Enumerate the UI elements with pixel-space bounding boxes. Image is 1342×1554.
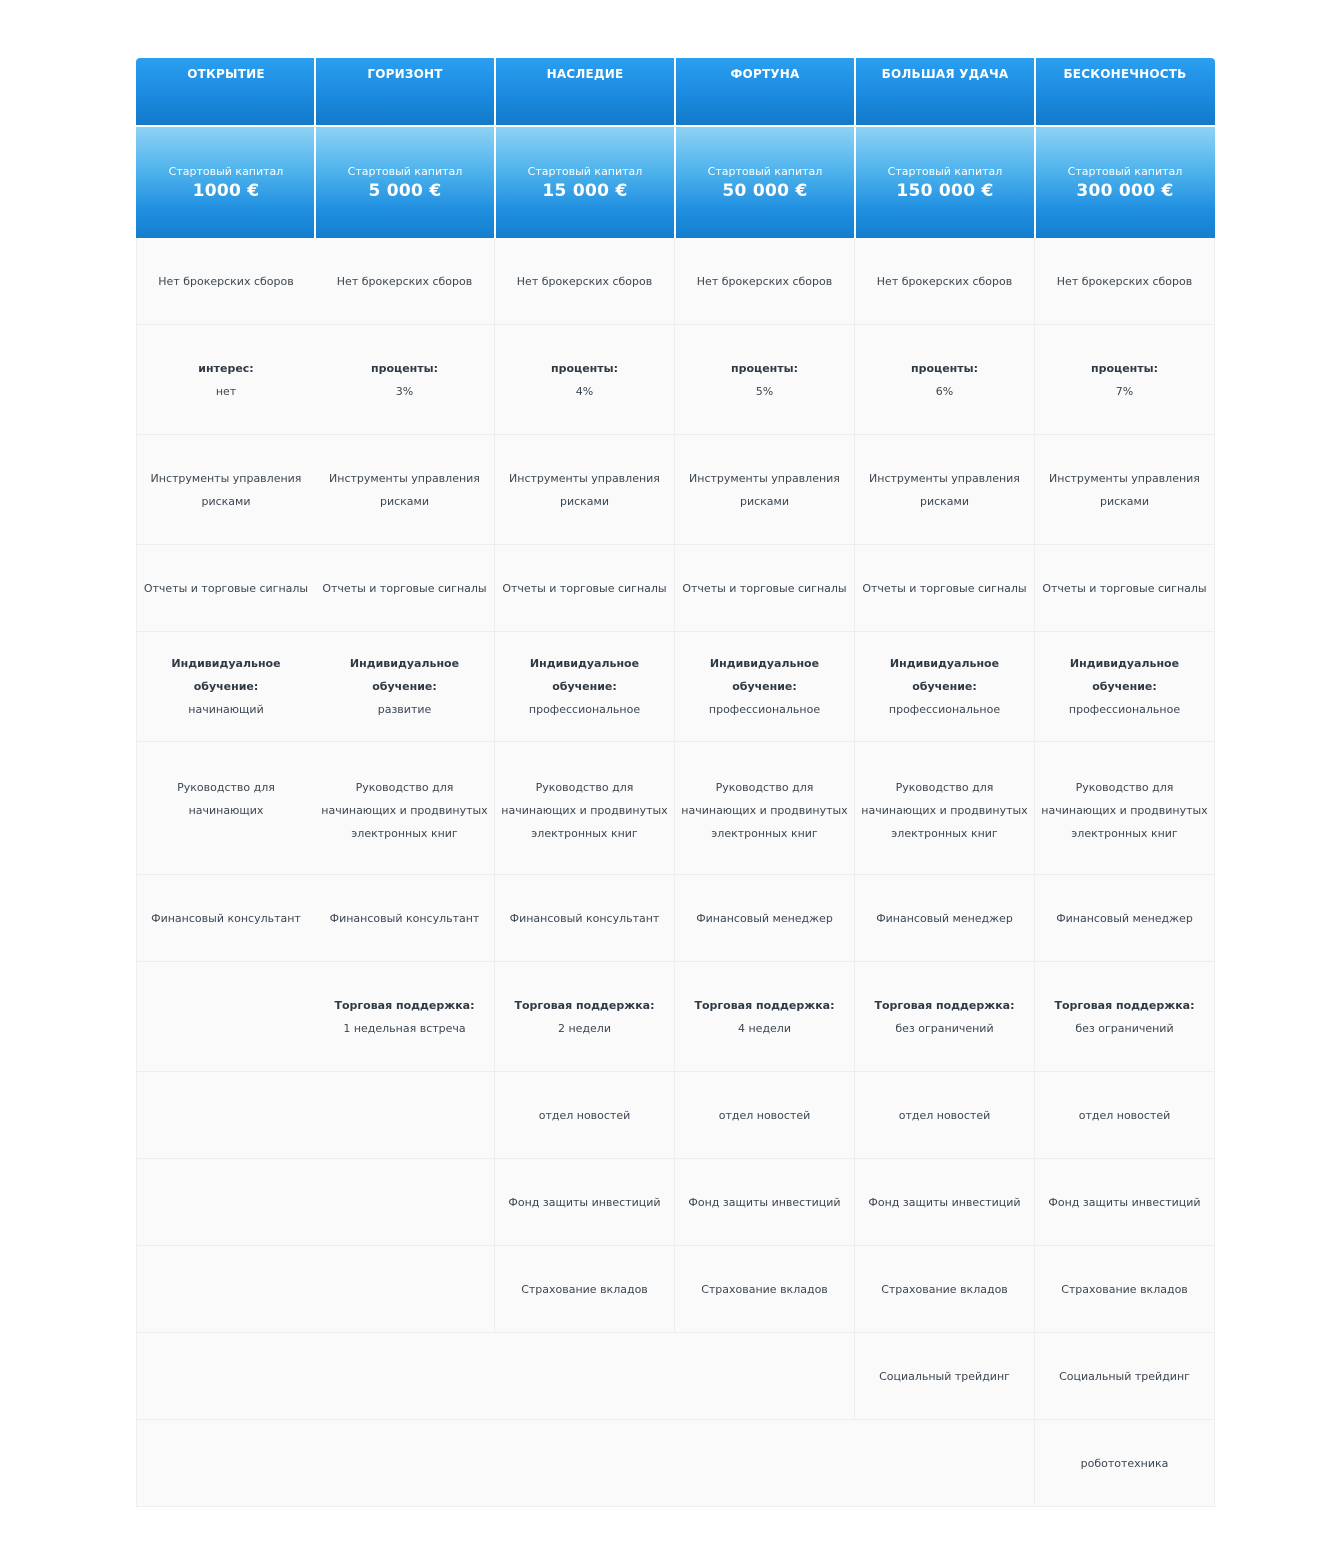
plan-header (495, 58, 675, 126)
feature-training (495, 632, 675, 742)
pricing-table (136, 58, 1216, 1508)
guide-text: Руководство для начинающих и продвинутых электронных книг (861, 781, 1028, 840)
feature-interest (315, 325, 495, 435)
starting-capital (495, 126, 675, 238)
feature-reports (136, 545, 316, 632)
capital-label: Стартовый капитал (1067, 165, 1183, 178)
reports-text: Отчеты и торговые сигналы (1042, 581, 1207, 595)
guide-text: Руководство для начинающих (177, 781, 275, 817)
feature-consultant (315, 875, 495, 962)
starting-capital (1035, 126, 1215, 238)
risk-tools-text: Инструменты управления рисками (329, 471, 480, 508)
feature-consultant (1035, 875, 1215, 962)
support-label: Торговая поддержка: (694, 998, 835, 1012)
feature-guide (855, 742, 1035, 875)
feature-interest (136, 325, 316, 435)
feature-social (855, 1333, 1035, 1420)
plan-header (1035, 58, 1215, 126)
plan-header (136, 58, 316, 126)
feature-training (136, 632, 316, 742)
column-divider (674, 58, 676, 238)
feature-guide (315, 742, 495, 875)
robotics-text: робототехника (1080, 1456, 1169, 1470)
consultant-text: Финансовый консультант (151, 911, 301, 925)
feature-robotics (1035, 1420, 1215, 1507)
column-divider (314, 58, 316, 238)
feature-risk-tools (855, 435, 1035, 545)
training-label: Индивидуальное обучение: (889, 657, 1000, 693)
capital-label: Стартовый капитал (168, 165, 284, 178)
training-label: Индивидуальное обучение: (171, 657, 281, 693)
interest-label: проценты: (371, 361, 438, 375)
risk-tools-text: Инструменты управления рисками (1049, 471, 1200, 508)
feature-reports (1035, 545, 1215, 632)
feature-support (855, 962, 1035, 1072)
feature-support (675, 962, 855, 1072)
capital-value: 150 000 € (896, 181, 994, 201)
feature-support (495, 962, 675, 1072)
feature-interest (855, 325, 1035, 435)
empty-cell (136, 1420, 1035, 1507)
capital-value: 1000 € (192, 181, 260, 201)
interest-label: проценты: (731, 361, 798, 375)
training-value: развитие (377, 703, 432, 716)
fees-text: Нет брокерских сборов (516, 274, 653, 288)
plan-header (315, 58, 495, 126)
training-label: Индивидуальное обучение: (529, 657, 640, 693)
news-text: отдел новостей (718, 1108, 811, 1122)
interest-label: проценты: (551, 361, 618, 375)
protection-text: Фонд защиты инвестиций (688, 1195, 841, 1209)
starting-capital (855, 126, 1035, 238)
interest-value: нет (215, 384, 237, 398)
feature-consultant (495, 875, 675, 962)
capital-label: Стартовый капитал (887, 165, 1003, 178)
feature-protection (1035, 1159, 1215, 1246)
feature-reports (675, 545, 855, 632)
feature-interest (1035, 325, 1215, 435)
feature-risk-tools (315, 435, 495, 545)
consultant-text: Финансовый консультант (329, 911, 480, 925)
feature-insurance (495, 1246, 675, 1333)
column-divider (1034, 58, 1036, 238)
support-value: без ограничений (895, 1021, 994, 1035)
protection-text: Фонд защиты инвестиций (868, 1195, 1021, 1209)
feature-reports (315, 545, 495, 632)
feature-support (1035, 962, 1215, 1072)
support-value: 4 недели (737, 1021, 791, 1035)
social-text: Социальный трейдинг (1059, 1369, 1190, 1383)
capital-value: 300 000 € (1076, 181, 1174, 201)
consultant-text: Финансовый менеджер (696, 911, 833, 925)
feature-training (1035, 632, 1215, 742)
feature-interest (675, 325, 855, 435)
plan-name: ОТКРЫТИЕ (187, 67, 265, 81)
fees-text: Нет брокерских сборов (876, 274, 1013, 288)
feature-guide (495, 742, 675, 875)
news-text: отдел новостей (1078, 1108, 1171, 1122)
starting-capital (675, 126, 855, 238)
risk-tools-text: Инструменты управления рисками (509, 471, 660, 508)
capital-label: Стартовый капитал (527, 165, 643, 178)
interest-value: 5% (755, 384, 774, 398)
support-value: 2 недели (557, 1021, 611, 1035)
insurance-text: Страхование вкладов (701, 1282, 828, 1296)
guide-text: Руководство для начинающих и продвинутых электронных книг (681, 781, 848, 840)
interest-value: 3% (395, 384, 414, 398)
reports-text: Отчеты и торговые сигналы (682, 581, 847, 595)
feature-insurance (1035, 1246, 1215, 1333)
empty-cell (136, 1159, 495, 1246)
capital-value: 15 000 € (542, 181, 628, 201)
column-divider (494, 58, 496, 238)
starting-capital (315, 126, 495, 238)
reports-text: Отчеты и торговые сигналы (862, 581, 1027, 595)
feature-interest (495, 325, 675, 435)
empty-cell (136, 1246, 495, 1333)
consultant-text: Финансовый менеджер (1056, 911, 1193, 925)
interest-label: интерес: (198, 361, 254, 375)
training-label: Индивидуальное обучение: (349, 657, 460, 693)
insurance-text: Страхование вкладов (1061, 1282, 1188, 1296)
feature-fees (855, 238, 1035, 325)
feature-consultant (675, 875, 855, 962)
fees-text: Нет брокерских сборов (1056, 274, 1193, 288)
feature-support (315, 962, 495, 1072)
support-value: без ограничений (1075, 1021, 1174, 1035)
row-divider (136, 125, 1216, 127)
protection-text: Фонд защиты инвестиций (508, 1195, 661, 1209)
empty-cell (136, 962, 316, 1072)
capital-label: Стартовый капитал (347, 165, 463, 178)
interest-value: 7% (1115, 384, 1134, 398)
plan-name: ГОРИЗОНТ (367, 67, 443, 81)
feature-fees (675, 238, 855, 325)
reports-text: Отчеты и торговые сигналы (322, 581, 487, 595)
insurance-text: Страхование вкладов (521, 1282, 648, 1296)
feature-protection (495, 1159, 675, 1246)
plan-name: НАСЛЕДИЕ (546, 67, 624, 81)
feature-insurance (675, 1246, 855, 1333)
feature-reports (495, 545, 675, 632)
training-value: профессиональное (1068, 703, 1181, 716)
risk-tools-text: Инструменты управления рисками (150, 471, 302, 508)
feature-risk-tools (675, 435, 855, 545)
starting-capital (136, 126, 316, 238)
feature-news (675, 1072, 855, 1159)
interest-label: проценты: (1091, 361, 1158, 375)
support-label: Торговая поддержка: (334, 998, 475, 1012)
training-value: профессиональное (528, 703, 641, 716)
feature-fees (495, 238, 675, 325)
guide-text: Руководство для начинающих и продвинутых электронных книг (501, 781, 668, 840)
plan-header (855, 58, 1035, 126)
feature-fees (136, 238, 316, 325)
guide-text: Руководство для начинающих и продвинутых электронных книг (1041, 781, 1208, 840)
support-value: 1 недельная встреча (343, 1021, 466, 1035)
support-label: Торговая поддержка: (1054, 998, 1195, 1012)
training-value: профессиональное (708, 703, 821, 716)
training-label: Индивидуальное обучение: (1069, 657, 1180, 693)
feature-training (315, 632, 495, 742)
training-value: начинающий (188, 703, 264, 716)
feature-fees (1035, 238, 1215, 325)
feature-risk-tools (495, 435, 675, 545)
feature-insurance (855, 1246, 1035, 1333)
feature-reports (855, 545, 1035, 632)
feature-protection (855, 1159, 1035, 1246)
feature-guide (136, 742, 316, 875)
feature-fees (315, 238, 495, 325)
feature-news (855, 1072, 1035, 1159)
feature-consultant (136, 875, 316, 962)
news-text: отдел новостей (898, 1108, 991, 1122)
feature-risk-tools (1035, 435, 1215, 545)
training-value: профессиональное (888, 703, 1001, 716)
reports-text: Отчеты и торговые сигналы (143, 581, 309, 595)
column-divider (854, 58, 856, 238)
feature-guide (1035, 742, 1215, 875)
support-label: Торговая поддержка: (514, 998, 655, 1012)
news-text: отдел новостей (538, 1108, 631, 1122)
capital-value: 5 000 € (368, 181, 442, 201)
protection-text: Фонд защиты инвестиций (1048, 1195, 1201, 1209)
support-label: Торговая поддержка: (874, 998, 1015, 1012)
empty-cell (136, 1333, 855, 1420)
feature-news (1035, 1072, 1215, 1159)
risk-tools-text: Инструменты управления рисками (689, 471, 840, 508)
feature-guide (675, 742, 855, 875)
interest-value: 6% (935, 384, 954, 398)
consultant-text: Финансовый менеджер (876, 911, 1013, 925)
risk-tools-text: Инструменты управления рисками (869, 471, 1020, 508)
consultant-text: Финансовый консультант (509, 911, 660, 925)
interest-value: 4% (575, 384, 594, 398)
empty-cell (136, 1072, 495, 1159)
plan-name: ФОРТУНА (730, 67, 800, 81)
feature-training (855, 632, 1035, 742)
feature-protection (675, 1159, 855, 1246)
interest-label: проценты: (911, 361, 978, 375)
social-text: Социальный трейдинг (879, 1369, 1010, 1383)
capital-label: Стартовый капитал (707, 165, 823, 178)
feature-consultant (855, 875, 1035, 962)
fees-text: Нет брокерских сборов (696, 274, 833, 288)
feature-training (675, 632, 855, 742)
plan-name: БОЛЬШАЯ УДАЧА (881, 67, 1009, 81)
training-label: Индивидуальное обучение: (709, 657, 820, 693)
feature-news (495, 1072, 675, 1159)
reports-text: Отчеты и торговые сигналы (502, 581, 667, 595)
plan-name: БЕСКОНЕЧНОСТЬ (1063, 67, 1187, 81)
feature-risk-tools (136, 435, 316, 545)
guide-text: Руководство для начинающих и продвинутых электронных книг (321, 781, 488, 840)
fees-text: Нет брокерских сборов (158, 274, 294, 288)
plan-header (675, 58, 855, 126)
fees-text: Нет брокерских сборов (336, 274, 473, 288)
capital-value: 50 000 € (722, 181, 808, 201)
feature-social (1035, 1333, 1215, 1420)
insurance-text: Страхование вкладов (881, 1282, 1008, 1296)
